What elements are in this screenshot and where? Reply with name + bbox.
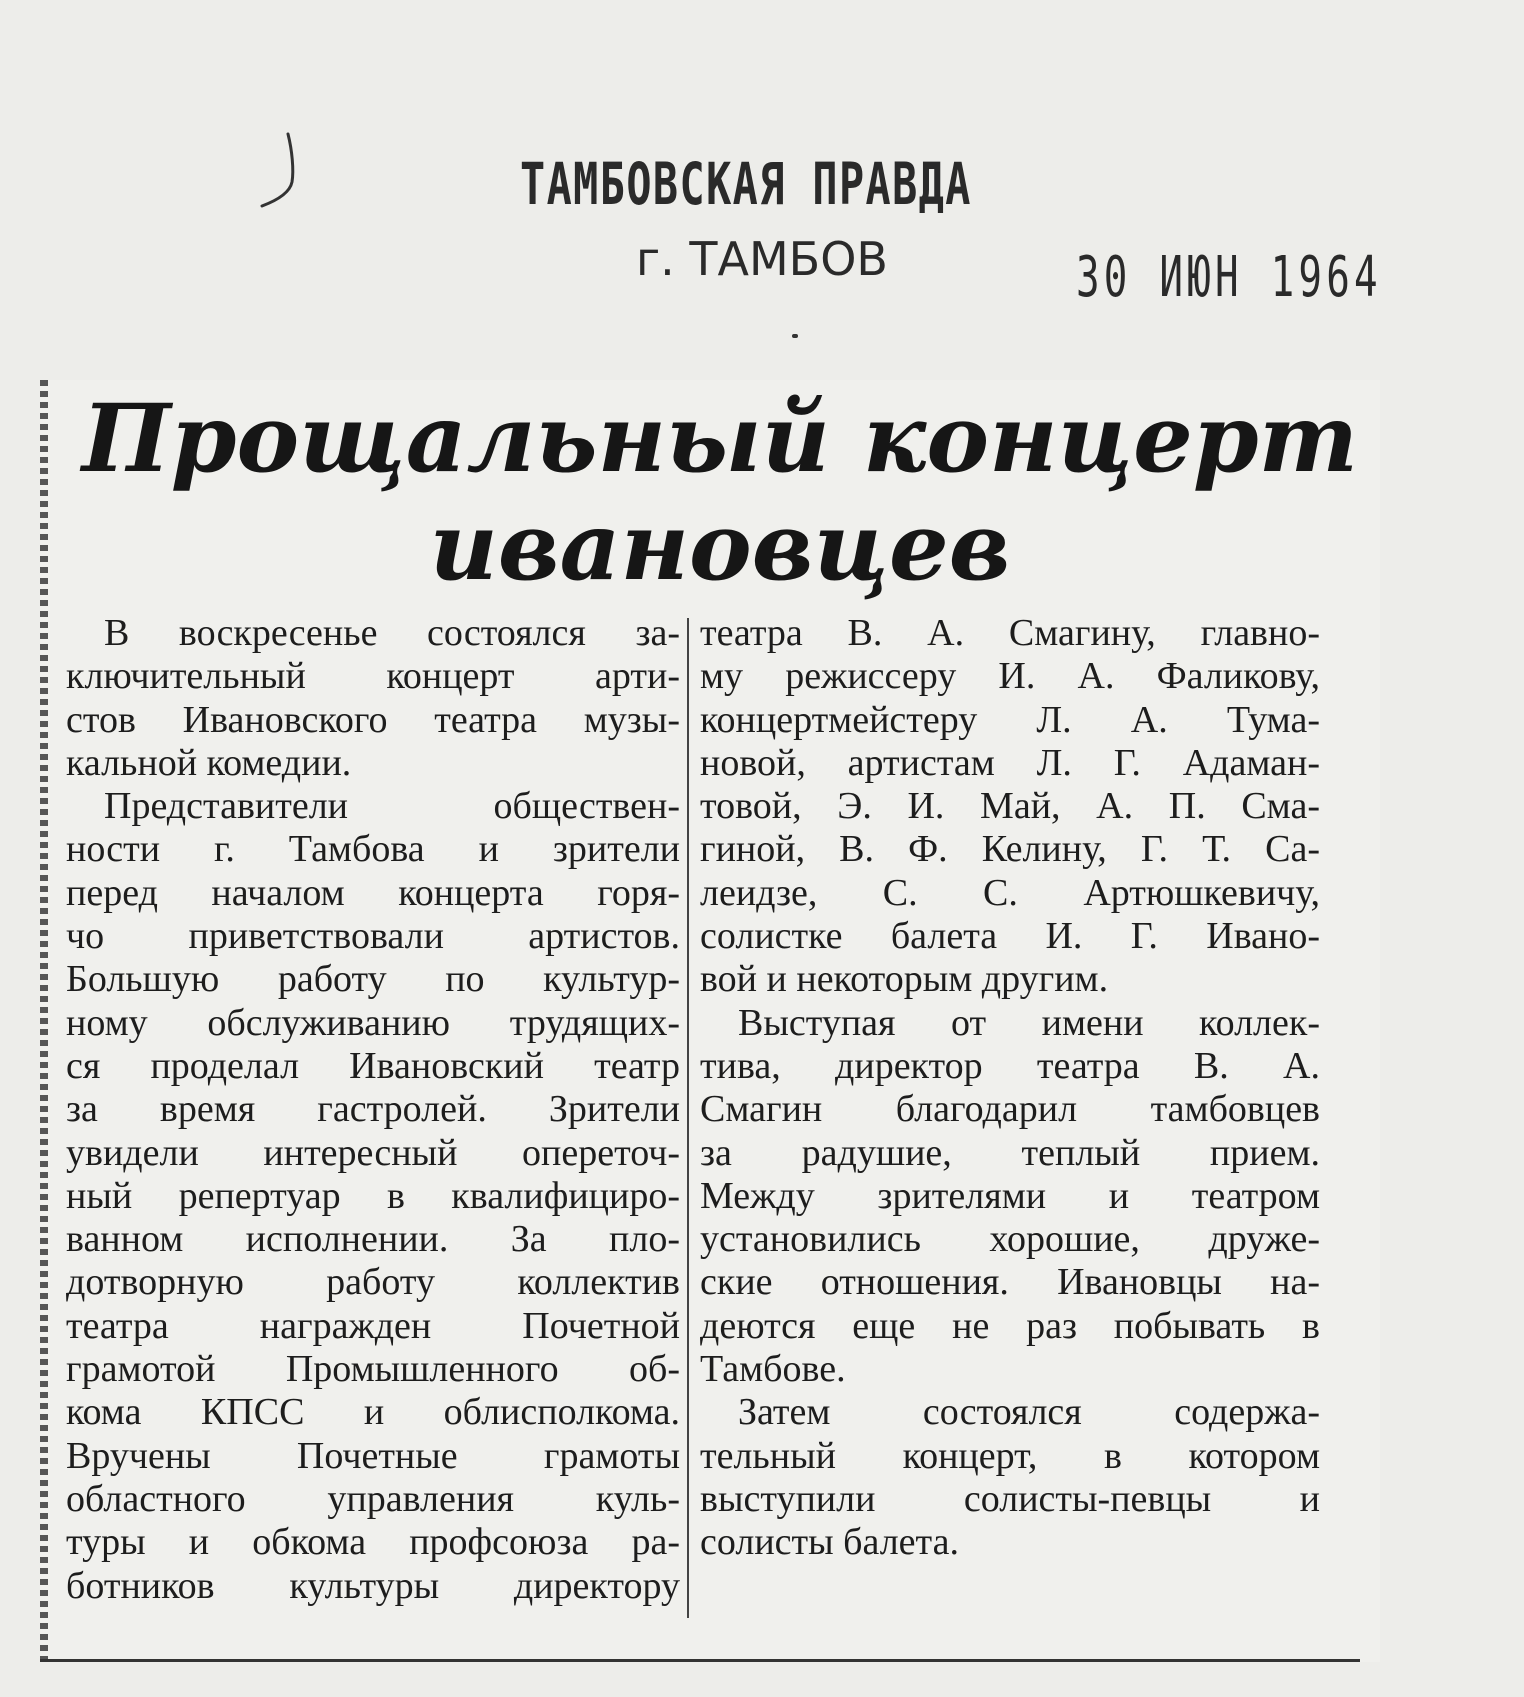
article-line: увидели интересный опереточ-: [66, 1131, 680, 1174]
clipping-edge-bottom: [40, 1659, 1360, 1662]
article-line: ботников культуры директору: [66, 1564, 680, 1607]
article-line: леидзе, С. С. Артюшкевичу,: [700, 871, 1320, 914]
article-line: туры и обкома профсоюза ра-: [66, 1521, 680, 1564]
article-line: Представители обществен-: [104, 785, 680, 828]
article-line: Между зрителями и театром: [700, 1174, 1320, 1217]
article-line: театра В. А. Смагину, главно-: [700, 612, 1320, 654]
article-line: Затем состоялся содержа-: [738, 1391, 1320, 1434]
date-stamp: 30 ИЮН 1964: [1076, 245, 1382, 310]
article-line: новой, артистам Л. Г. Адаман-: [700, 741, 1320, 784]
newspaper-stamp: ТАМБОВСКАЯ ПРАВДА: [520, 150, 972, 218]
article-line: тельный концерт, в котором: [700, 1434, 1320, 1477]
article-line: Большую работу по культур-: [66, 958, 680, 1001]
clipping-edge-left: [40, 380, 48, 1662]
article-line: стов Ивановского театра музы-: [66, 698, 680, 741]
article-line: му режиссеру И. А. Фаликову,: [700, 655, 1320, 698]
article-line: за время гастролей. Зрители: [66, 1088, 680, 1131]
article-line: ному обслуживанию трудящих-: [66, 1001, 680, 1044]
article-line: ские отношения. Ивановцы на-: [700, 1261, 1320, 1304]
article-column-left: [66, 612, 680, 1608]
ink-dot: [792, 334, 798, 338]
article-line: кома КПСС и облисполкома.: [66, 1391, 680, 1434]
article-line: театра награжден Почетной: [66, 1304, 680, 1347]
article-headline: [60, 385, 1380, 601]
article-line: вой и некоторым другим.: [700, 958, 1109, 1001]
article-line: тива, директор театра В. А.: [700, 1044, 1320, 1087]
article-line: чо приветствовали артистов.: [66, 915, 680, 958]
article-line: Тамбове.: [700, 1348, 846, 1391]
article-line: кальной комедии.: [66, 741, 352, 784]
article-line: концертмейстеру Л. А. Тума-: [700, 698, 1320, 741]
article-line: выступили солисты-певцы и: [700, 1477, 1320, 1520]
article-line: деются еще не раз побывать в: [700, 1304, 1320, 1347]
article-line: установились хорошие, друже-: [700, 1218, 1320, 1261]
article-line: гиной, В. Ф. Келину, Г. Т. Са-: [700, 828, 1320, 871]
city-stamp: г. ТАМБОВ: [636, 232, 888, 286]
article-line: Вручены Почетные грамоты: [66, 1434, 680, 1477]
article-line: дотворную работу коллектив: [66, 1261, 680, 1304]
article-line: солистке балета И. Г. Ивано-: [700, 915, 1320, 958]
article-line: за радушие, теплый прием.: [700, 1131, 1320, 1174]
headline-line-1: Прощальный концерт: [81, 384, 1359, 494]
column-divider: [687, 618, 689, 1618]
article-line: ключительный концерт арти-: [66, 655, 680, 698]
article-line: солисты балета.: [700, 1521, 959, 1564]
article-line: областного управления куль-: [66, 1477, 680, 1520]
article-line: Выступая от имени коллек-: [738, 1001, 1320, 1044]
article-line: товой, Э. И. Май, А. П. Сма-: [700, 785, 1320, 828]
article-line: ный репертуар в квалифициро-: [66, 1174, 680, 1217]
article-line: перед началом концерта горя-: [66, 871, 680, 914]
article-column-right: [700, 612, 1320, 1565]
article-line: грамотой Промышленного об-: [66, 1348, 680, 1391]
article-line: ся проделал Ивановский театр: [66, 1044, 680, 1087]
article-line: Смагин благодарил тамбовцев: [700, 1088, 1320, 1131]
article-line: ванном исполнении. За пло-: [66, 1218, 680, 1261]
pen-mark: [258, 130, 314, 210]
article-line: ности г. Тамбова и зрители: [66, 828, 680, 871]
article-line: В воскресенье состоялся за-: [104, 612, 680, 654]
headline-line-2: ивановцев: [429, 492, 1011, 602]
